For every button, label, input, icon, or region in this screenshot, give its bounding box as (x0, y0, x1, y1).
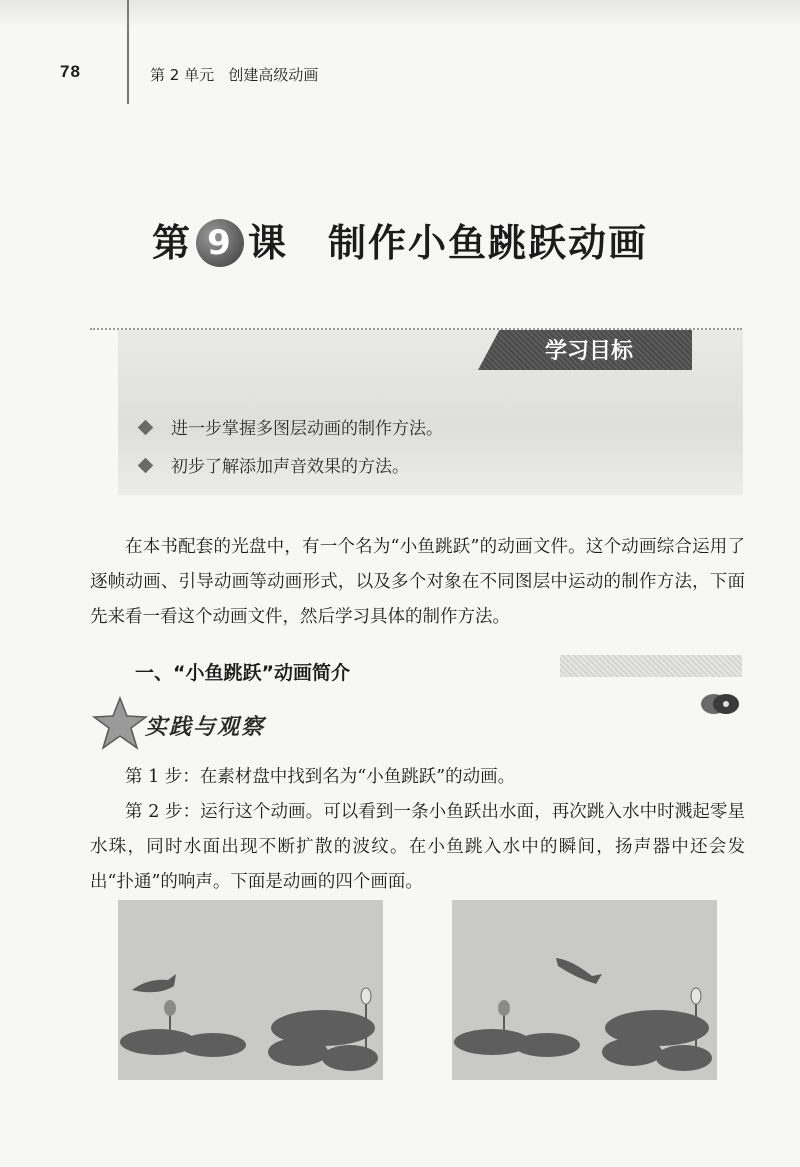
objective-text: 进一步掌握多图层动画的制作方法。 (171, 419, 443, 439)
objective-text: 初步了解添加声音效果的方法。 (171, 457, 409, 477)
lesson-title (0, 212, 800, 271)
objective-item (140, 452, 409, 477)
diamond-bullet-icon (138, 420, 154, 436)
running-head: 第 2 单元 创建高级动画 (150, 66, 319, 84)
lesson-suffix: 课 (247, 220, 288, 265)
practice-label: 实践与观察 (145, 714, 266, 740)
disc-icon (700, 693, 740, 715)
objective-item (140, 414, 443, 439)
step-1: 第 1 步：在素材盘中找到名为“小鱼跳跃”的动画。 (125, 767, 516, 787)
lesson-number-badge: 9 (196, 219, 244, 267)
section-heading-bar (560, 655, 742, 677)
animation-frame-2 (452, 900, 717, 1080)
animation-frame-1 (118, 900, 383, 1080)
diamond-bullet-icon (138, 458, 154, 474)
page-top-shade (0, 0, 800, 28)
page-number: 78 (60, 62, 81, 81)
intro-paragraph: 在本书配套的光盘中，有一个名为“小鱼跳跃”的动画文件。这个动画综合运用了逐帧动画、引导动画等动画形式，以及多个对象在不同图层中运动的制作方法，下面先来看一看这个动画文件，然后学习具体的制作方法。 (90, 537, 745, 627)
step-2: 第 2 步：运行这个动画。可以看到一条小鱼跃出水面，再次跳入水中时溅起零星水珠，同时水面出现不断扩散的波纹。在小鱼跳入水中的瞬间，扬声器中还会发出“扑通”的响声。下面是动画的四个画面。 (90, 802, 745, 892)
objectives-label: 学习目标 (545, 339, 634, 364)
section-heading: 一、“小鱼跳跃”动画简介 (135, 662, 350, 684)
header-divider (127, 0, 129, 104)
lesson-title-text: 制作小鱼跳跃动画 (328, 220, 649, 265)
lesson-prefix: 第 (151, 220, 192, 265)
